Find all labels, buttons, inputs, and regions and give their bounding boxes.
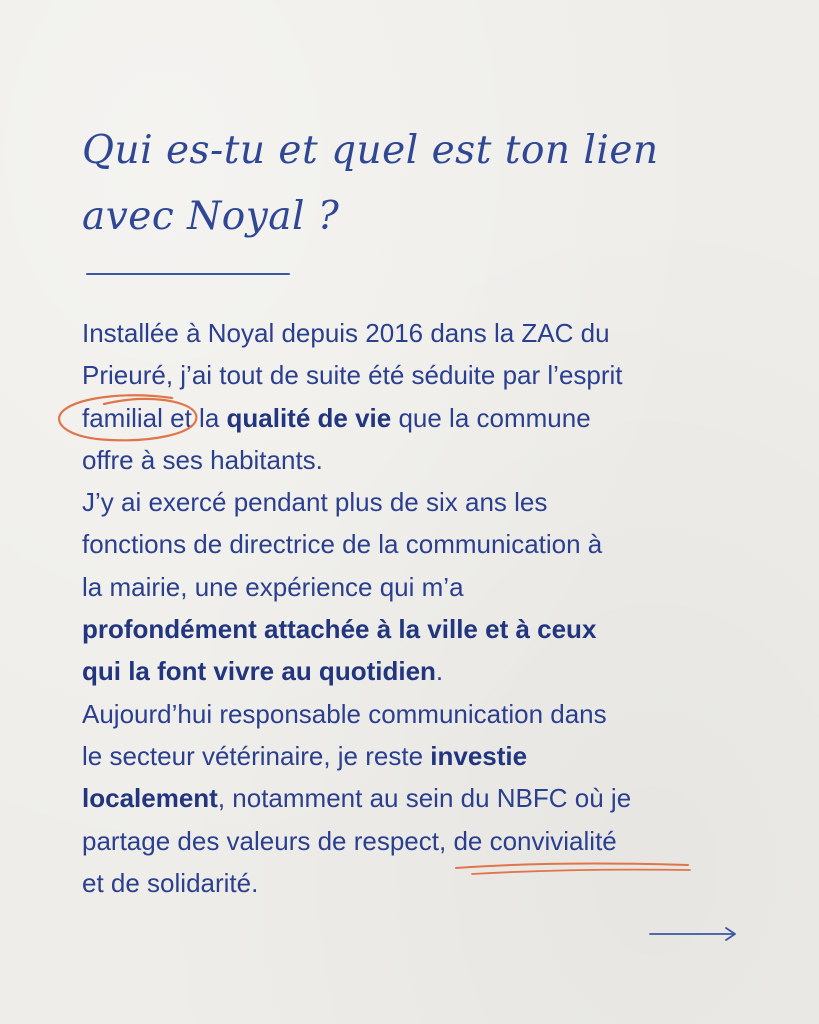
text-line: partage des valeurs de respect, de convivialité [82, 825, 617, 856]
text-line [82, 608, 742, 650]
text-line: J’y ai exercé pendant plus de six ans les [82, 487, 548, 518]
heading-underline [86, 273, 290, 275]
text-line: la mairie, une expérience qui m’a [82, 571, 464, 602]
highlight-quality-of-life: qualité de vie [226, 402, 392, 433]
highlight-daily-life: qui la font vivre au quotidien [82, 656, 436, 687]
text-line: et de solidarité. [82, 867, 259, 898]
text-line: Prieuré, j’ai tout de suite été séduite par l’esprit [82, 360, 623, 391]
text-line: familial et la qualité de vie que la commune [82, 402, 591, 433]
heading-line-2: avec Noyal ? [82, 194, 340, 239]
text-line: le secteur vétérinaire, je reste investie [82, 740, 528, 771]
highlight-attachment: profondément attachée à la ville et à ceux [82, 614, 597, 645]
highlight-locally: localement [82, 783, 218, 814]
heading [82, 118, 682, 250]
highlight-invested: investie [430, 740, 528, 771]
text-line: fonctions de directrice de la communication à [82, 529, 603, 560]
text-line: Aujourd’hui responsable communication dans [82, 698, 607, 729]
body-text [82, 312, 742, 904]
text-line: Installée à Noyal depuis 2016 dans la ZAC du [82, 318, 610, 348]
text-line: offre à ses habitants. [82, 444, 323, 475]
heading-line-1: Qui es-tu et quel est ton lien [82, 128, 659, 173]
text-line: localement, notamment au sein du NBFC où je [82, 783, 632, 814]
text-line: qui la font vivre au quotidien. [82, 656, 444, 687]
arrow-right-icon[interactable] [648, 922, 740, 946]
